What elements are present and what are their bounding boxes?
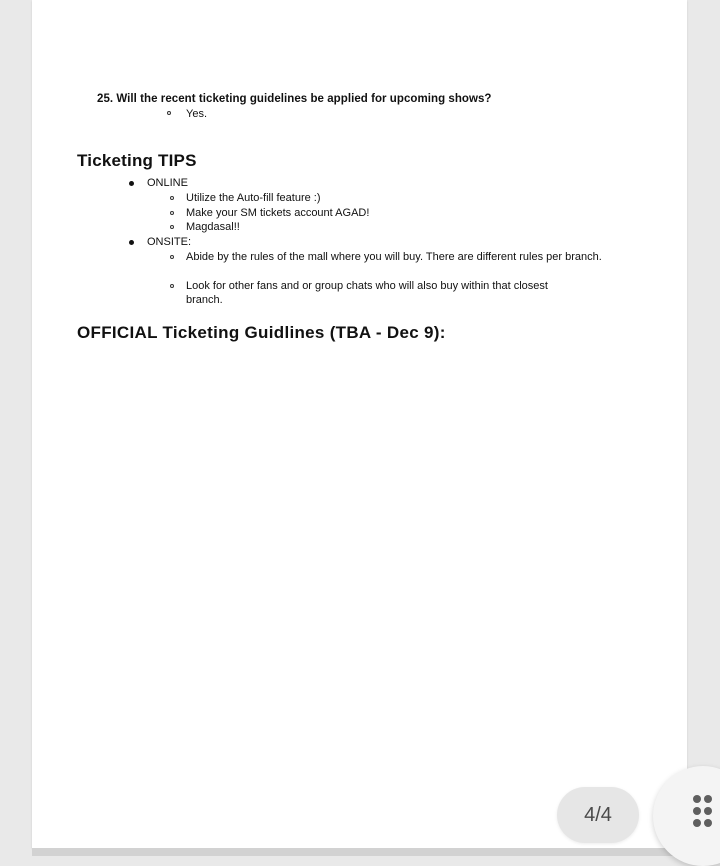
online-tip-3: Magdasal!! <box>186 221 240 233</box>
circle-bullet-icon <box>170 255 174 259</box>
disc-bullet-icon <box>129 181 134 186</box>
circle-bullet-icon <box>167 111 171 115</box>
page-indicator-text: 4/4 <box>584 803 612 826</box>
online-tip-1: Utilize the Auto-fill feature :) <box>186 192 321 204</box>
circle-bullet-icon <box>170 196 174 200</box>
onsite-tip-1: Abide by the rules of the mall where you will buy. There are different rules per branch. <box>186 251 602 263</box>
answer-25: Yes. <box>186 108 208 120</box>
online-label: ONLINE <box>147 177 188 189</box>
online-tip-2: Make your SM tickets account AGAD! <box>186 207 370 219</box>
question-25: 25. Will the recent ticketing guidelines be applied for upcoming shows? <box>97 93 492 105</box>
onsite-tip-2: Look for other fans and or group chats who will also buy within that closest branch. <box>186 280 548 306</box>
grid-dots-icon[interactable] <box>693 795 717 829</box>
disc-bullet-icon <box>129 240 134 245</box>
document-page <box>32 0 687 848</box>
page-edge <box>32 848 687 856</box>
page-indicator <box>557 787 639 843</box>
circle-bullet-icon <box>170 225 174 229</box>
official-guidelines-heading: OFFICIAL Ticketing Guidlines (TBA - Dec 9): <box>77 323 446 342</box>
tips-heading: Ticketing TIPS <box>77 151 197 170</box>
circle-bullet-icon <box>170 284 174 288</box>
circle-bullet-icon <box>170 211 174 215</box>
onsite-label: ONSITE: <box>147 236 192 248</box>
